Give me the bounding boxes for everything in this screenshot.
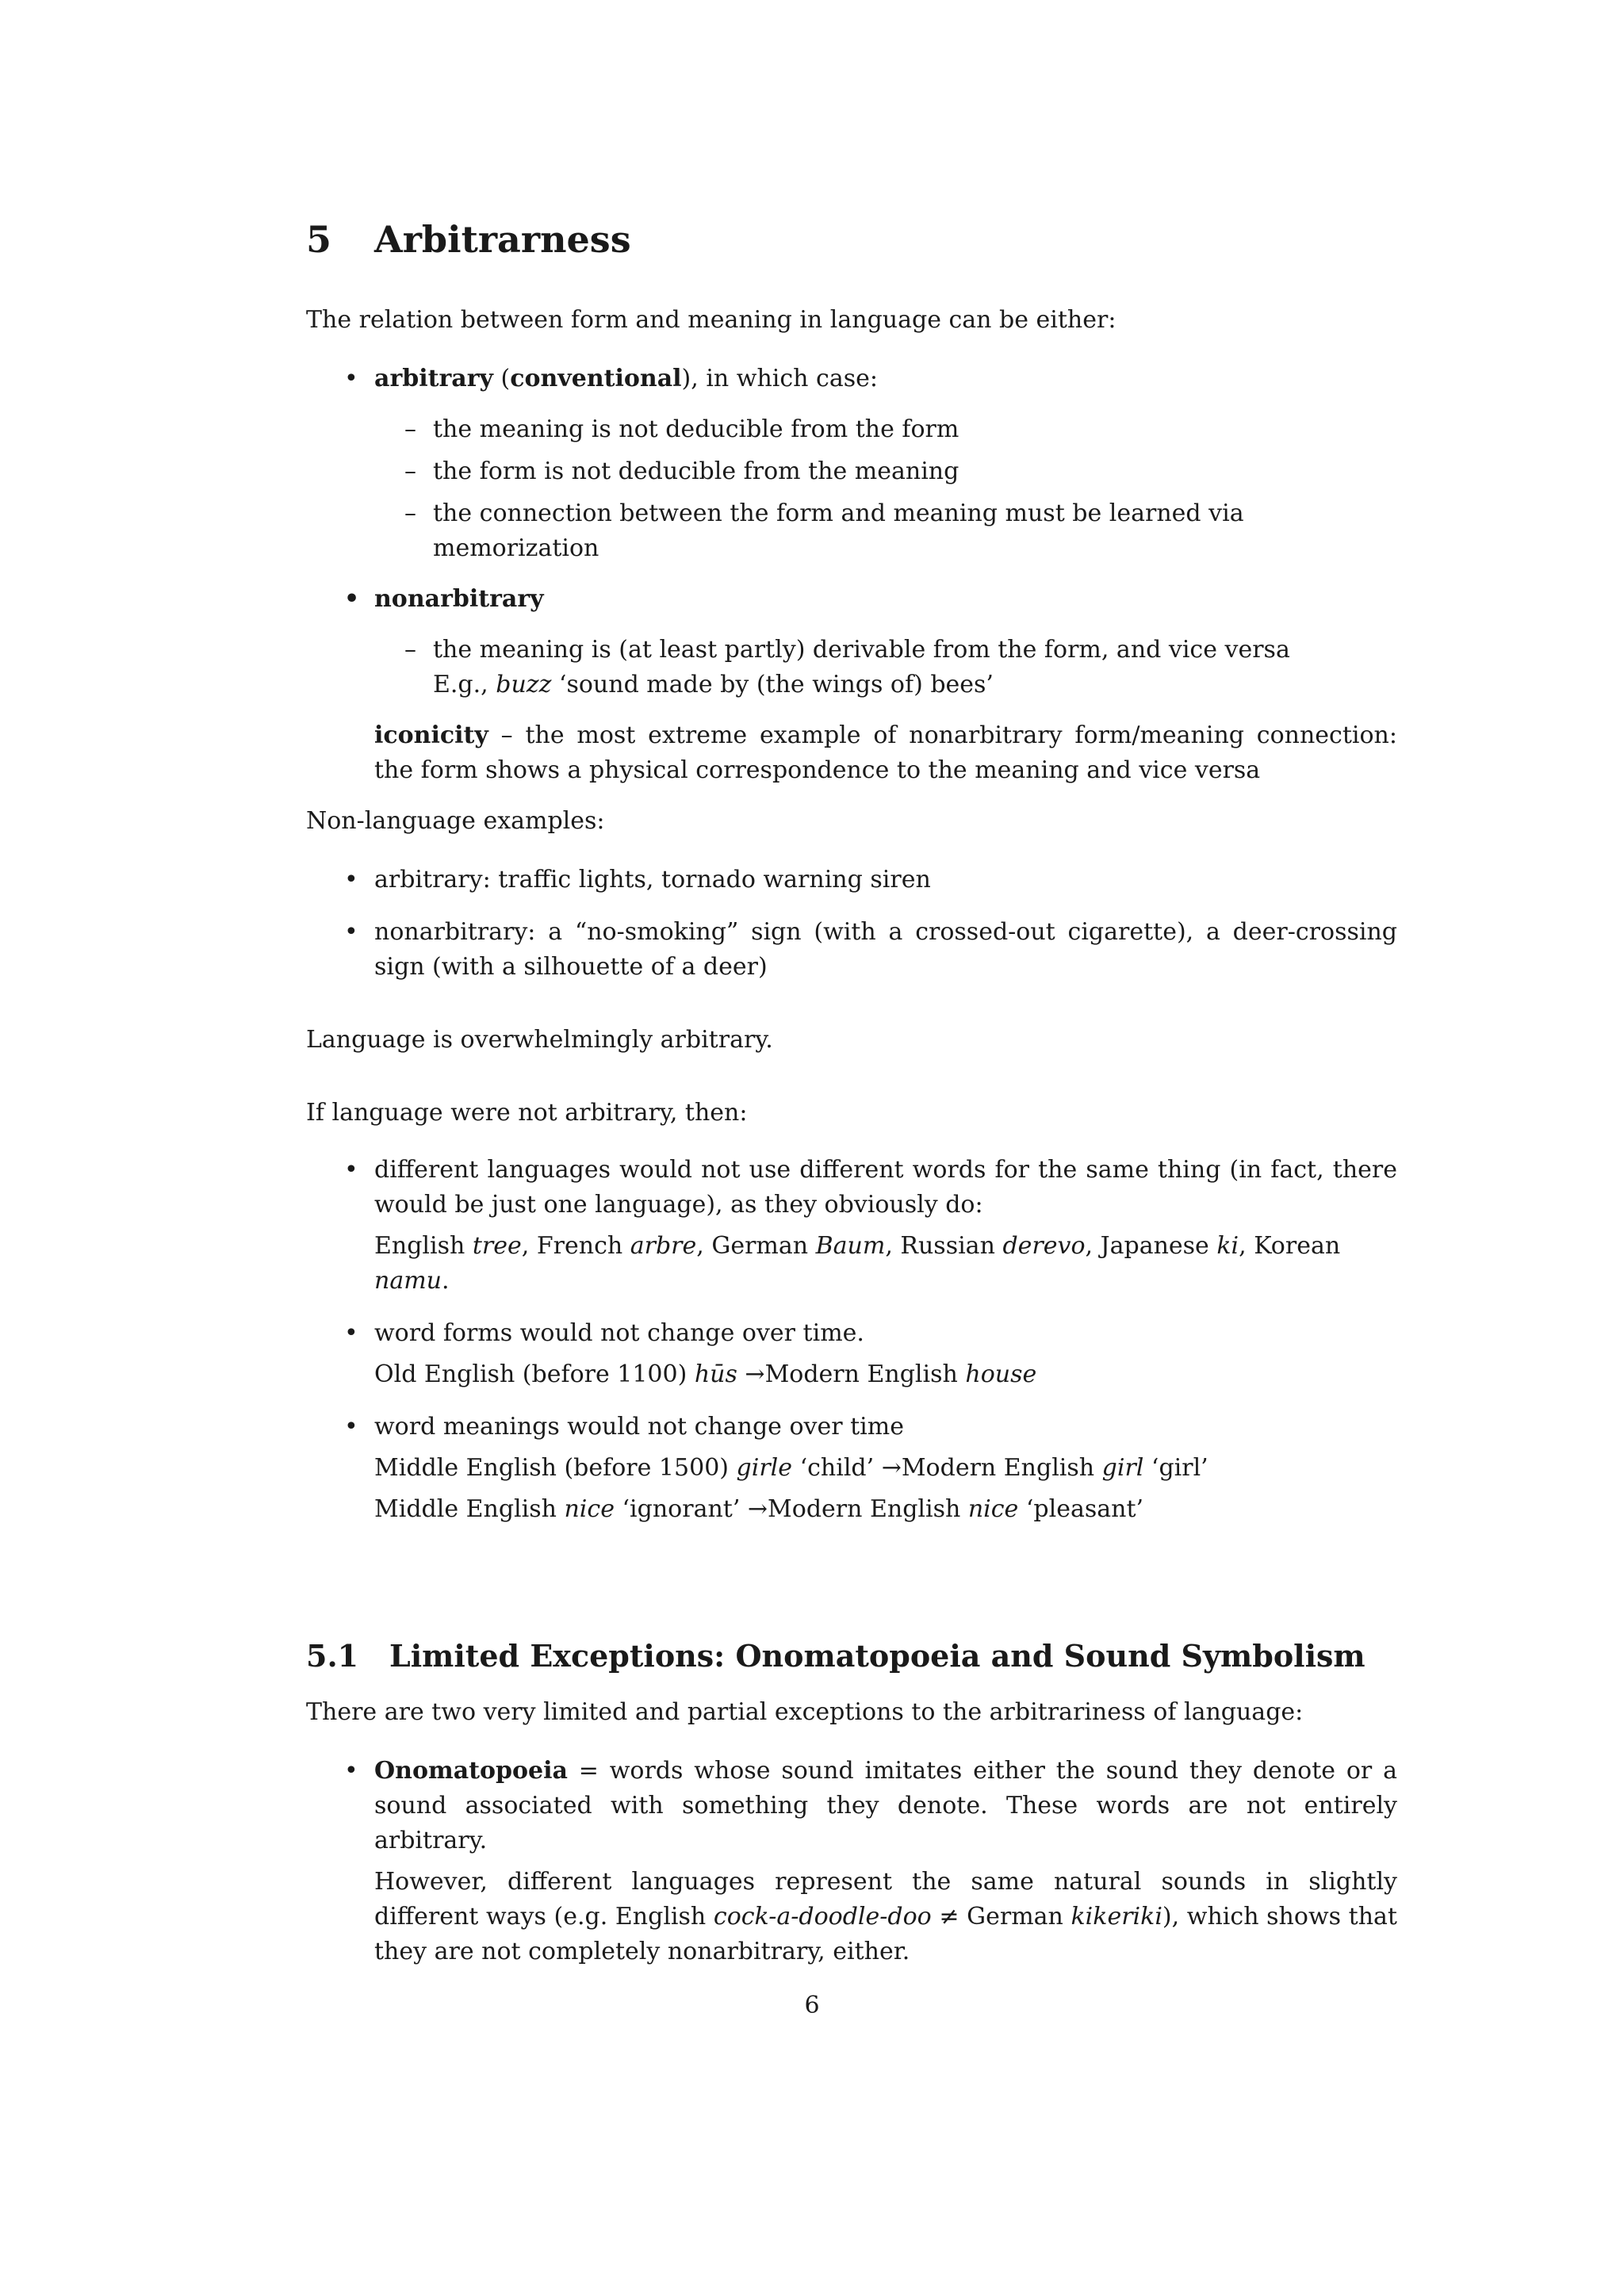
ex-word: hūs <box>694 1360 737 1388</box>
ex-word: derevo <box>1002 1232 1086 1260</box>
arbitrary-point-1: – the meaning is not deducible from the form <box>306 412 1397 447</box>
languages-example <box>306 1229 1397 1299</box>
arbitrary-point-3: – the connection between the form and meaning must be learned via memorization <box>306 496 1397 566</box>
page-content <box>306 214 1397 1969</box>
intro-paragraph: The relation between form and meaning in language can be either: <box>306 306 1116 334</box>
ex-word: arbre <box>630 1232 697 1260</box>
ex-word: tree <box>472 1232 522 1260</box>
ex-text: ‘ignorant’ →Modern English <box>614 1495 968 1523</box>
nonarbitrary-point: – the meaning is (at least partly) derivable from the form, and vice versa <box>306 633 1397 668</box>
ex-word: namu <box>374 1267 442 1295</box>
ex-word: girle <box>736 1454 793 1482</box>
subsection-title: Limited Exceptions: Onomatopoeia and Sound Symbolism <box>389 1638 1365 1674</box>
meanings-example-2 <box>306 1492 1397 1527</box>
ex-text: English <box>374 1232 473 1260</box>
nonarbitrary-example <box>306 668 1397 702</box>
onomatopoeia-bullet <box>306 1754 1397 1858</box>
consequence-meanings: • word meanings would not change over time <box>306 1410 1397 1445</box>
consequence-forms: • word forms would not change over time. <box>306 1316 1397 1351</box>
ex-word: girl <box>1101 1454 1144 1482</box>
note-word: kikeriki <box>1071 1903 1162 1931</box>
iconicity-paragraph <box>306 718 1397 788</box>
note-text: ), which shows that they are not completely nonarbitrary, either. <box>374 1903 1397 1965</box>
forms-example <box>306 1357 1397 1392</box>
ex-text: , Russian <box>885 1232 1003 1260</box>
ex-text: ‘pleasant’ <box>1018 1495 1144 1523</box>
onomatopoeia-definition: = words whose sound imitates either the sound they denote or a sound associated with something they denote. These words are not entirely arbitrary. <box>374 1757 1397 1854</box>
note-text: However, different languages represent the same natural sounds in slightly different ways (e.g. English <box>374 1868 1397 1931</box>
ex-word: ki <box>1216 1232 1239 1260</box>
meanings-example-1 <box>306 1451 1397 1486</box>
ex-text: , French <box>521 1232 630 1260</box>
consequence-languages: • different languages would not use different words for the same thing (in fact, there would be just one language), as they obviously do: <box>306 1153 1397 1223</box>
ex-word: nice <box>564 1495 615 1523</box>
nonarbitrary-bullet: • nonarbitrary <box>306 582 1397 617</box>
ex-text: →Modern English <box>737 1360 966 1388</box>
nonlanguage-item-2: • nonarbitrary: a “no-smoking” sign (with a crossed-out cigarette), a deer-crossing sign (with a silhouette of a deer) <box>306 915 1397 985</box>
ex-text: . <box>441 1267 450 1295</box>
subsection-intro: There are two very limited and partial exceptions to the arbitrariness of language: <box>306 1698 1304 1726</box>
onomatopoeia-term: Onomatopoeia <box>374 1757 568 1785</box>
nonlanguage-item-1: • arbitrary: traffic lights, tornado warning siren <box>306 863 1397 897</box>
ex-word: house <box>965 1360 1037 1388</box>
ex-text: , Korean <box>1239 1232 1341 1260</box>
example-gloss: ‘sound made by (the wings of) bees’ <box>551 671 994 698</box>
iconicity-definition: – the most extreme example of nonarbitrary form/meaning connection: the form shows a physical correspondence to the meaning and vice versa <box>374 721 1397 784</box>
note-word: cock-a-doodle-doo <box>713 1903 932 1931</box>
note-text: ≠ German <box>931 1903 1071 1931</box>
iconicity-term: iconicity <box>374 721 488 749</box>
arbitrary-point-2: – the form is not deducible from the meaning <box>306 454 1397 489</box>
overwhelming-paragraph: Language is overwhelmingly arbitrary. <box>306 1026 773 1054</box>
ex-text: Middle English <box>374 1495 565 1523</box>
arbitrary-term: arbitrary <box>374 365 493 392</box>
section-title: Arbitrarness <box>374 218 631 261</box>
ex-word: Baum <box>815 1232 886 1260</box>
conventional-term: conventional <box>510 365 682 392</box>
subsection-number: 5.1 <box>306 1638 359 1674</box>
example-prefix: E.g., <box>433 671 496 698</box>
onomatopoeia-note <box>306 1865 1397 1969</box>
ex-text: ‘child’ →Modern English <box>792 1454 1102 1482</box>
if-not-paragraph: If language were not arbitrary, then: <box>306 1099 748 1127</box>
example-word: buzz <box>496 671 552 698</box>
ex-text: ‘girl’ <box>1143 1454 1208 1482</box>
ex-text: , Japanese <box>1085 1232 1217 1260</box>
ex-text: Middle English (before 1500) <box>374 1454 737 1482</box>
subsection-heading <box>306 1635 1397 1678</box>
ex-text: , German <box>696 1232 816 1260</box>
section-heading <box>306 214 1397 265</box>
arbitrary-rest: ), in which case: <box>681 365 878 392</box>
arbitrary-bullet <box>306 362 1397 396</box>
ex-word: nice <box>967 1495 1019 1523</box>
ex-text: Old English (before 1100) <box>374 1360 695 1388</box>
section-number: 5 <box>306 218 332 261</box>
arbitrary-open-paren: ( <box>492 365 511 392</box>
nonlanguage-heading: Non-language examples: <box>306 807 605 835</box>
page-number: 6 <box>804 1992 820 2019</box>
